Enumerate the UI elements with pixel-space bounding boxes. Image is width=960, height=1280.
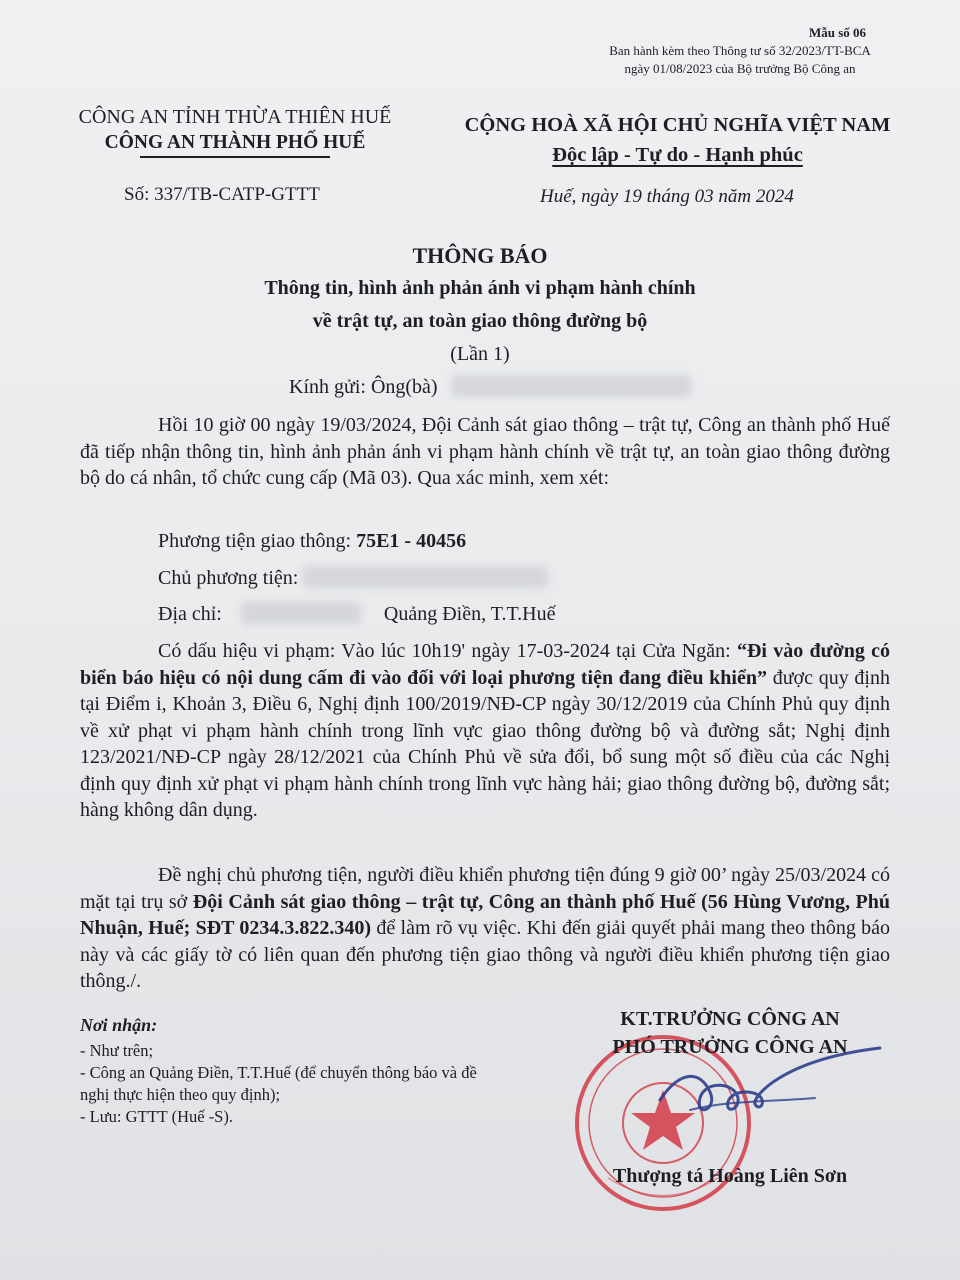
recipient-line bbox=[289, 375, 691, 399]
country-name: CỘNG HOÀ XÃ HỘI CHỦ NGHĨA VIỆT NAM bbox=[464, 114, 891, 136]
address-value: Quảng Điền, T.T.Huế bbox=[383, 603, 556, 625]
vehicle-label: Phương tiện giao thông: bbox=[158, 530, 357, 552]
owner-redacted bbox=[303, 566, 548, 588]
signature-block bbox=[565, 1005, 895, 1061]
form-reference bbox=[600, 24, 880, 78]
form-issued-by: Ban hành kèm theo Thông tư số 32/2023/TT-BCA bbox=[609, 43, 871, 58]
recipient-redacted bbox=[451, 375, 691, 397]
recipients-block bbox=[80, 1014, 530, 1128]
doc-title: THÔNG BÁO bbox=[412, 243, 548, 268]
doc-subtitle-2: về trật tự, an toàn giao thông đường bộ bbox=[312, 310, 648, 332]
address-line bbox=[158, 602, 556, 626]
doc-round: (Lần 1) bbox=[450, 343, 510, 365]
intro-paragraph: Hồi 10 giờ 00 ngày 19/03/2024, Đội Cảnh sát giao thông – trật tự, Công an thành phố Huế đã tiếp nhận thông tin, hình ảnh phản ánh vi phạm hành chính về trật tự, an toàn giao thông đường bộ do cá nhân, tổ chức cung cấp (Mã 03). Qua xác minh, xem xét: bbox=[80, 414, 890, 489]
vehicle-line bbox=[158, 530, 466, 553]
violation-lead: Có dấu hiệu vi phạm: Vào lúc 10h19' ngày 17-03-2024 tại Cửa Ngăn: bbox=[158, 640, 737, 662]
form-issued-date: ngày 01/08/2023 của Bộ trưởng Bộ Công an bbox=[624, 61, 856, 76]
request-location: Đội Cảnh sát giao thông – trật tự, Công an thành phố Huế (56 Hùng Vương, Phú Nhuận, Huế; SĐT 0234.3.822.340) bbox=[80, 890, 890, 939]
form-number: Mẫu số 06 bbox=[808, 25, 866, 40]
request-paragraph bbox=[80, 862, 890, 995]
org-underline bbox=[140, 156, 330, 158]
org-header bbox=[40, 104, 430, 158]
violation-paragraph bbox=[80, 638, 890, 824]
address-redacted bbox=[241, 602, 361, 624]
national-header bbox=[440, 110, 915, 170]
signature-title-1: KT.TRƯỞNG CÔNG AN bbox=[620, 1008, 840, 1030]
place-date: Huế, ngày 19 tháng 03 năm 2024 bbox=[540, 186, 794, 207]
request-lead: Đề nghị chủ phương tiện, người điều khiển phương tiện đúng 9 giờ 00’ ngày 25/03/2024 có mặt tại trụ sở bbox=[80, 864, 890, 913]
recipient-label: Kính gửi: Ông(bà) bbox=[289, 376, 438, 398]
motto: Độc lập - Tự do - Hạnh phúc bbox=[552, 144, 803, 166]
vehicle-plate: 75E1 - 40456 bbox=[356, 530, 467, 552]
recipients-heading: Nơi nhận: bbox=[80, 1015, 158, 1035]
request-rest: để làm rõ vụ việc. Khi đến giải quyết phải mang theo thông báo này và các giấy tờ có liên quan đến phương tiện giao thông và người điều khiển phương tiện giao thông./. bbox=[80, 917, 891, 992]
org-parent: CÔNG AN TỈNH THỪA THIÊN HUẾ bbox=[78, 106, 392, 128]
signature-title-2: PHÓ TRƯỞNG CÔNG AN bbox=[612, 1036, 848, 1058]
recipient-item: - Như trên; bbox=[80, 1041, 154, 1060]
recipient-item: - Công an Quảng Điền, T.T.Huế (để chuyển thông báo và đề nghị thực hiện theo quy định); bbox=[80, 1063, 477, 1104]
doc-subtitle-1: Thông tin, hình ảnh phản ánh vi phạm hành chính bbox=[264, 277, 696, 299]
owner-line bbox=[158, 566, 548, 590]
violation-description: “Đi vào đường có biển báo hiệu có nội dung cấm đi vào đối với loại phương tiện đang điều khiển” bbox=[80, 640, 890, 689]
doc-number: Số: 337/TB-CATP-GTTT bbox=[124, 184, 320, 205]
violation-legal-basis: được quy định tại Điểm i, Khoản 3, Điều 6, Nghị định 100/2019/NĐ-CP ngày 30/12/2019 của Chính Phủ quy định về xử phạt vi phạm hành chính trong lĩnh vực giao thông đường bộ và đường sắt; Nghị định 123/2021/NĐ-CP ngày 28/12/2021 của Chính Phủ về sửa đổi, bổ sung một số điều của các Nghị định quy định xử phạt vi phạm hành chính trong lĩnh vực hàng hải; giao thông đường bộ, đường sắt; hàng không dân dụng. bbox=[80, 666, 890, 821]
address-label: Địa chỉ: bbox=[158, 603, 222, 625]
signer-name: Thượng tá Hoàng Liên Sơn bbox=[612, 1165, 848, 1187]
owner-label: Chủ phương tiện: bbox=[158, 567, 299, 589]
org-name: CÔNG AN THÀNH PHỐ HUẾ bbox=[104, 132, 366, 153]
recipient-item: - Lưu: GTTT (Huế -S). bbox=[80, 1107, 233, 1126]
